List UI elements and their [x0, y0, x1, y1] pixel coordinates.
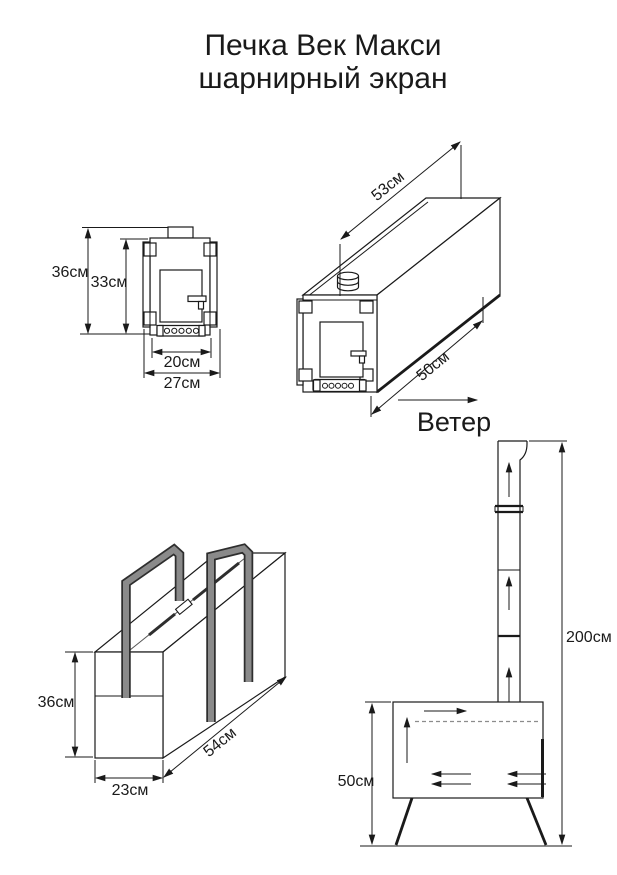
- dim-label-front-total-height: 36см: [51, 264, 89, 281]
- chimney-stub: [168, 227, 193, 238]
- air-vent-front: [157, 326, 205, 337]
- dim-label-bag-length: 54см: [200, 724, 240, 761]
- dim-label-iso-top-length: 53см: [368, 168, 408, 205]
- dim-label-side-stove-height: 50см: [337, 773, 375, 790]
- stove-front-view: [52, 227, 220, 392]
- stove-side-view: [338, 441, 612, 846]
- dim-label-side-chimney-height: 200см: [566, 629, 612, 646]
- wind-label: Ветер: [416, 407, 492, 437]
- dim-label-front-outer-width: 27см: [163, 375, 201, 392]
- stove-door-iso: [320, 322, 363, 377]
- dim-label-front-body-height: 33см: [90, 274, 128, 291]
- title-line-1: Печка Век Макси: [204, 29, 442, 62]
- dim-label-bag-height: 36см: [37, 694, 75, 711]
- chimney-pipe: [495, 441, 527, 707]
- wind-annotation: [398, 400, 491, 437]
- carry-bag-view: [38, 549, 286, 800]
- page-title: [198, 29, 447, 95]
- dim-label-iso-bottom-length: 50см: [413, 348, 453, 385]
- stove-isometric-view: [297, 142, 500, 437]
- air-vent-iso: [313, 380, 366, 392]
- chimney-coupling: [495, 506, 523, 512]
- dim-label-bag-depth: 23см: [111, 782, 149, 799]
- dim-label-front-inner-width: 20см: [163, 354, 201, 371]
- stove-legs: [396, 798, 546, 845]
- title-line-2: шарнирный экран: [198, 62, 448, 95]
